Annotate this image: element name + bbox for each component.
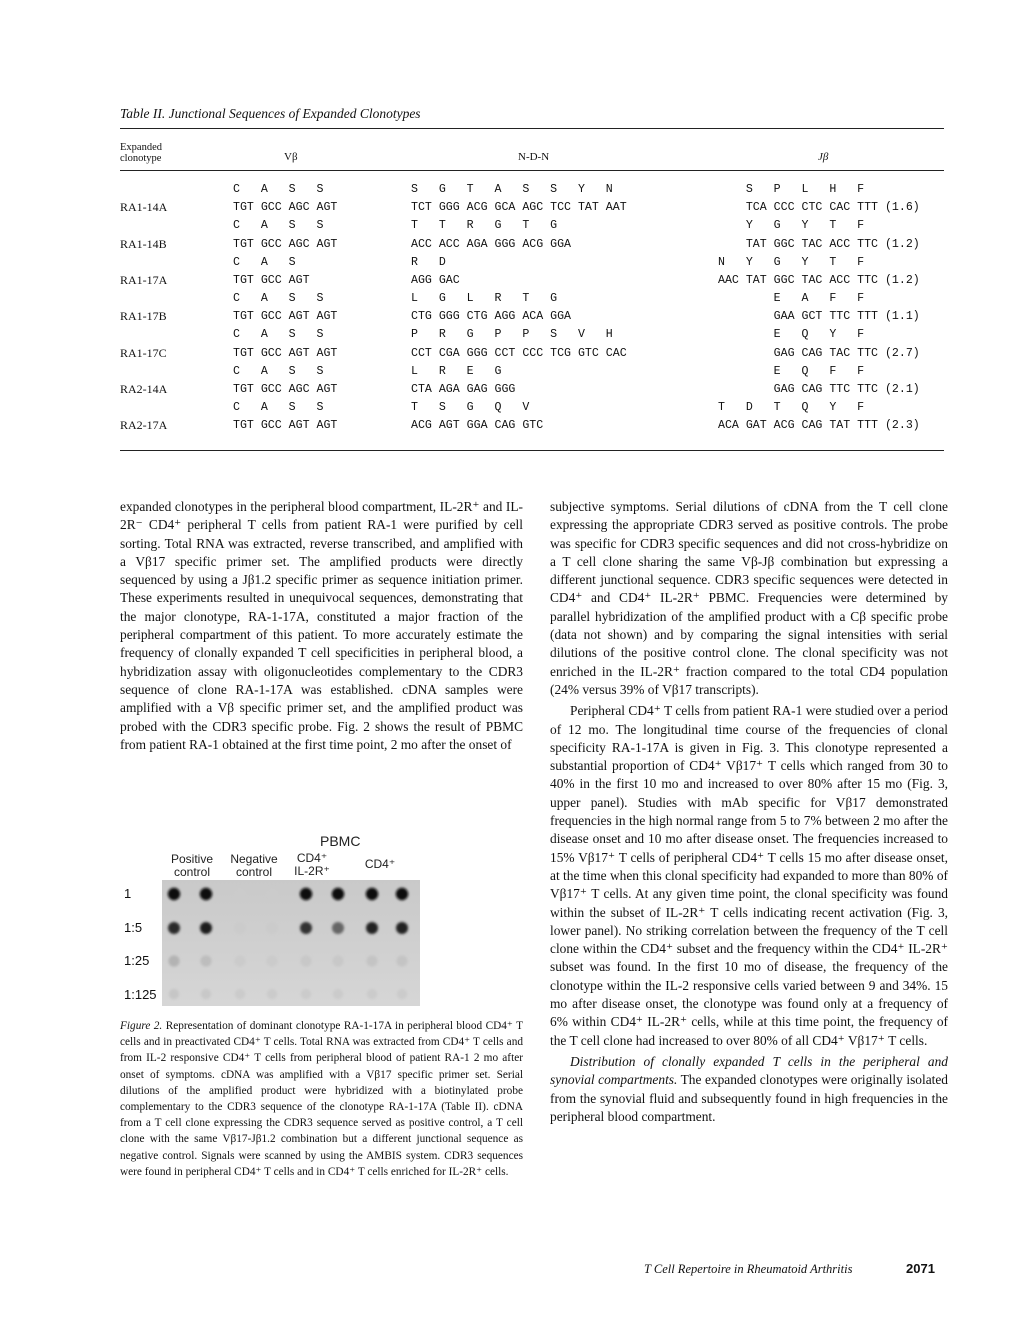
- dilution-label: 1:25: [124, 953, 150, 968]
- table-title: Table II. Junctional Sequences of Expanded Clonotypes: [120, 106, 421, 121]
- header-ndn: N-D-N: [518, 151, 550, 163]
- blot-dot: [266, 888, 278, 900]
- jb-amino-acids: E A F F: [718, 291, 865, 305]
- vb-amino-acids: C A S: [233, 255, 296, 269]
- blot-dot: [332, 955, 343, 966]
- right-paragraph-1: subjective symptoms. Serial dilutions of cDNA from the T cell clone expressing the appropriate CDR3 served as positive controls. The probe was specific for CDR3 specific sequences and did not cross-hybridize on a T cell clone sharing the same Vβ-Jβ combination but expressing a different junctional sequence. CDR3 specific sequences were detected in CD4⁺ and CD4⁺ IL-2R⁺ PBMC. Frequencies were determined by parallel hybridization of the amplified product with a Cβ specific probe (data not shown) and by comparing the signal intensities with serial dilutions of the positive control clone. The clonal specificity was not enriched in the IL-2R⁺ fraction compared to the total CD4 population (24% versus 39% of Vβ17 transcripts).: [550, 499, 948, 697]
- blot-dot: [267, 989, 277, 999]
- vb-nucleotides: TGT GCC AGT: [233, 274, 310, 287]
- blot-dot: [300, 955, 311, 966]
- ndn-nucleotides: CCT CGA GGG CCT CCC TCG GTC CAC: [411, 346, 627, 360]
- clonotype-name: RA2-14A: [120, 381, 168, 396]
- blot-dot: [301, 989, 311, 999]
- blot-dot: [367, 989, 377, 999]
- blot-dot: [200, 955, 211, 966]
- blot-dot: [168, 922, 180, 934]
- table-top-rule: [120, 128, 944, 129]
- ndn-amino-acids: S G T A S S Y N: [411, 183, 613, 196]
- dot-blot: [162, 880, 420, 1006]
- blot-dot: [397, 989, 407, 999]
- blot-dot: [396, 955, 407, 966]
- blot-dot: [234, 955, 245, 966]
- clonotype-name: RA1-17A: [120, 273, 168, 287]
- blot-dot: [168, 955, 179, 966]
- jb-nucleotides: GAA GCT TTC TTT (1.1): [718, 310, 920, 324]
- blot-dot: [396, 888, 408, 900]
- figure-col-positive-control: Positive control: [170, 852, 214, 879]
- figure-caption: [120, 1018, 523, 1180]
- ndn-amino-acids: T T R G T G: [411, 219, 558, 233]
- header-clonotype: Expanded clonotype: [120, 142, 162, 164]
- ndn-amino-acids: R D: [411, 255, 446, 269]
- clonotype-name: RA1-17C: [120, 345, 167, 360]
- vb-nucleotides: TGT GCC AGT AGT: [233, 346, 338, 360]
- vb-nucleotides: TGT GCC AGC AGT: [233, 382, 338, 396]
- ndn-amino-acids: T S G Q V: [411, 400, 530, 414]
- jb-amino-acids: T D T Q Y F: [718, 400, 865, 414]
- clonotype-name: RA2-17A: [120, 418, 168, 433]
- right-paragraph-3: Distribution of clonally expanded T cells in the peripheral and synovial compartments. The expanded clonotypes were originally isolated from the synovial fluid and subsequently found in high frequencies in the peripheral blood compartment.: [550, 1053, 948, 1124]
- vb-nucleotides: TGT GCC AGC AGT: [233, 237, 338, 251]
- jb-nucleotides: GAG CAG TAC TTC (2.7): [718, 346, 920, 360]
- vb-nucleotides: TGT GCC AGC AGT: [233, 201, 338, 215]
- blot-dot: [234, 888, 246, 900]
- jb-nucleotides: TCA CCC CTC CAC TTT (1.6): [718, 201, 920, 215]
- blot-dot: [332, 888, 344, 900]
- blot-dot: [300, 888, 312, 900]
- ndn-nucleotides: AGG GAC: [411, 274, 460, 287]
- blot-dot: [332, 922, 344, 934]
- vb-amino-acids: C A S S: [233, 183, 324, 196]
- table-header-rule: [120, 170, 944, 171]
- figure-caption-text: Representation of dominant clonotype RA-1-17A in peripheral blood CD4⁺ T cells and in preactivated CD4⁺ T cells. Total RNA was extracted from CD4⁺ T cells and from IL-2 responsive CD4⁺ T cells from peripheral blood of patient RA-1 2 mo after onset of symptoms. cDNA was amplified with a Vβ17 specific primer set. Serial dilutions of the amplified product were hybridized with a biotinylated probe complementary to the CDR3 sequence of the clonotype RA-1-17A (Table II). cDNA from a T cell clone expressing the CDR3 sequence served as positive control, a T cell clone with the same Vβ17-Jβ1.2 combination but a different junctional sequence as negative control. Signals were scanned by using the AMBIS system. CDR3 sequences were found in peripheral CD4⁺ T cells and in CD4⁺ T cells enriched for IL-2R⁺ cells.: [120, 1020, 523, 1178]
- jb-nucleotides: TAT GGC TAC ACC TTC (1.2): [718, 237, 920, 251]
- vb-nucleotides: TGT GCC AGT AGT: [233, 419, 338, 433]
- left-paragraph: expanded clonotypes in the peripheral blood compartment, IL-2R⁺ and IL-2R⁻ CD4⁺ peripheral T cells from patient RA-1 were purified by cell sorting. Total RNA was extracted, reverse transcribed, and amplified with a Vβ17 specific primer set. The amplified products were directly sequenced by using a Jβ1.2 specific primer as sequence initiation primer. These experiments resulted in unequivocal sequences, demonstrating that the major clonotype, RA-1-17A, constituted a major fraction of the peripheral compartment of this patient. To more accurately estimate the frequency of clonally expanded T cell specificities in peripheral blood, a hybridization assay with oligonucleotides complementary to the CDR3 sequence of clone RA-1-17A was established. cDNA samples were amplified with a Vβ specific primer set, and the amplified product was probed with the CDR3 specific probe. Fig. 2 shows the result of PBMC from patient RA-1 obtained at the first time point, 2 mo after the onset of: [120, 499, 523, 752]
- jb-nucleotides: GAG CAG TTC TTC (2.1): [718, 382, 920, 396]
- clonotype-name: RA1-14B: [120, 236, 167, 251]
- clonotype-name: RA1-17B: [120, 309, 167, 324]
- figure-col-cd4: CD4⁺: [364, 857, 396, 871]
- blot-dot: [201, 989, 211, 999]
- jb-amino-acids: E Q F F: [718, 364, 865, 378]
- vb-amino-acids: C A S S: [233, 291, 324, 305]
- jb-amino-acids: Y G Y T F: [718, 219, 865, 233]
- blot-dot: [234, 922, 246, 934]
- figure-col-cd4-il2r: CD4⁺ IL-2R⁺: [294, 851, 330, 878]
- dilution-label: 1: [124, 886, 132, 901]
- ndn-amino-acids: L G L R T G: [411, 291, 558, 305]
- section-heading: Distribution of clonally expanded T cells in the peripheral and synovial compartments.: [550, 1053, 948, 1088]
- jb-amino-acids: E Q Y F: [718, 328, 865, 342]
- dilution-label: 1:125: [124, 987, 157, 1002]
- dilution-label: 1:5: [124, 920, 143, 935]
- blot-dot: [200, 888, 212, 900]
- header-jb: Jβ: [818, 151, 829, 163]
- jb-amino-acids: S P L H F: [718, 183, 865, 196]
- vb-amino-acids: C A S S: [233, 400, 324, 414]
- vb-amino-acids: C A S S: [233, 219, 324, 233]
- ndn-nucleotides: ACG AGT GGA CAG GTC: [411, 419, 544, 433]
- right-column: [550, 498, 948, 1126]
- vb-nucleotides: TGT GCC AGT AGT: [233, 310, 338, 324]
- blot-dot: [396, 922, 408, 934]
- ndn-nucleotides: CTG GGG CTG AGG ACA GGA: [411, 310, 572, 324]
- ndn-nucleotides: CTA AGA GAG GGG: [411, 382, 516, 396]
- clonotype-name: RA1-14A: [120, 200, 168, 215]
- blot-dot: [169, 989, 179, 999]
- blot-dot: [168, 888, 180, 900]
- figure-group-label: PBMC: [320, 833, 361, 849]
- table-bottom-rule: [120, 450, 944, 451]
- running-title: T Cell Repertoire in Rheumatoid Arthritis: [644, 1262, 853, 1276]
- blot-dot: [266, 922, 278, 934]
- blot-dot: [333, 989, 343, 999]
- figure-col-negative-control: Negative control: [230, 852, 278, 879]
- vb-amino-acids: C A S S: [233, 328, 324, 342]
- blot-dot: [366, 955, 377, 966]
- blot-dot: [266, 955, 277, 966]
- page-number: 2071: [906, 1261, 935, 1276]
- ndn-nucleotides: TCT GGG ACG GCA AGC TCC TAT AAT: [411, 201, 627, 215]
- right-paragraph-2: Peripheral CD4⁺ T cells from patient RA-1 were studied over a period of 12 mo. The longitudinal time course of the frequencies of clonal specificity RA-1-17A is given in Fig. 3. This clonotype represented a substantial proportion of CD4⁺ Vβ17⁺ T cells which ranged from 30 to 40% in the first 10 mo and increased to over 80% after 15 mo (Fig. 3, upper panel). Studies with mAb specific for Vβ17 demonstrated frequencies in the high normal range from 5 to 7% between 2 mo after the disease onset and 10 mo after disease onset. The frequencies increased to 15% Vβ17⁺ T cells of peripheral CD4⁺ T cells 15 mo after disease onset, at the time when this clonal specificity had expanded to more than 80% of Vβ17⁺ T cells. At any given time point, the clonal specificity was found within the subset of IL-2R⁺ T cells indicating recent activation (Fig. 3, lower panel). No striking correlation between the frequency of the T cell clone within the CD4⁺ subset and the frequency within the CD4⁺ IL-2R⁺ subset was found. In the first 10 mo of disease, the frequency of the clonotype within the IL-2 responsive cells varied between 9 and 34%. 15 mo after disease onset, the clonotype was found only at a frequency of 6% within CD4⁺ IL-2R⁺ cells, while at this time point, the frequency of the T cell clone had increased to over 80% of all CD4⁺ Vβ17⁺ T cells.: [550, 703, 948, 1048]
- left-column: [120, 498, 523, 754]
- ndn-nucleotides: ACC ACC AGA GGG ACG GGA: [411, 237, 572, 251]
- ndn-amino-acids: P R G P P S V H: [411, 328, 613, 342]
- blot-dot: [300, 922, 312, 934]
- header-vb: Vβ: [284, 151, 298, 163]
- figure-caption-title: Figure 2.: [120, 1020, 163, 1032]
- ndn-amino-acids: L R E G: [411, 364, 502, 378]
- jb-amino-acids: N Y G Y T F: [718, 255, 865, 269]
- vb-amino-acids: C A S S: [233, 364, 324, 378]
- blot-dot: [200, 922, 212, 934]
- blot-dot: [366, 922, 378, 934]
- blot-dot: [235, 989, 245, 999]
- jb-nucleotides: AAC TAT GGC TAC ACC TTC (1.2): [718, 274, 920, 287]
- blot-dot: [366, 888, 378, 900]
- jb-nucleotides: ACA GAT ACG CAG TAT TTT (2.3): [718, 419, 920, 433]
- blot-membrane: [162, 880, 420, 1006]
